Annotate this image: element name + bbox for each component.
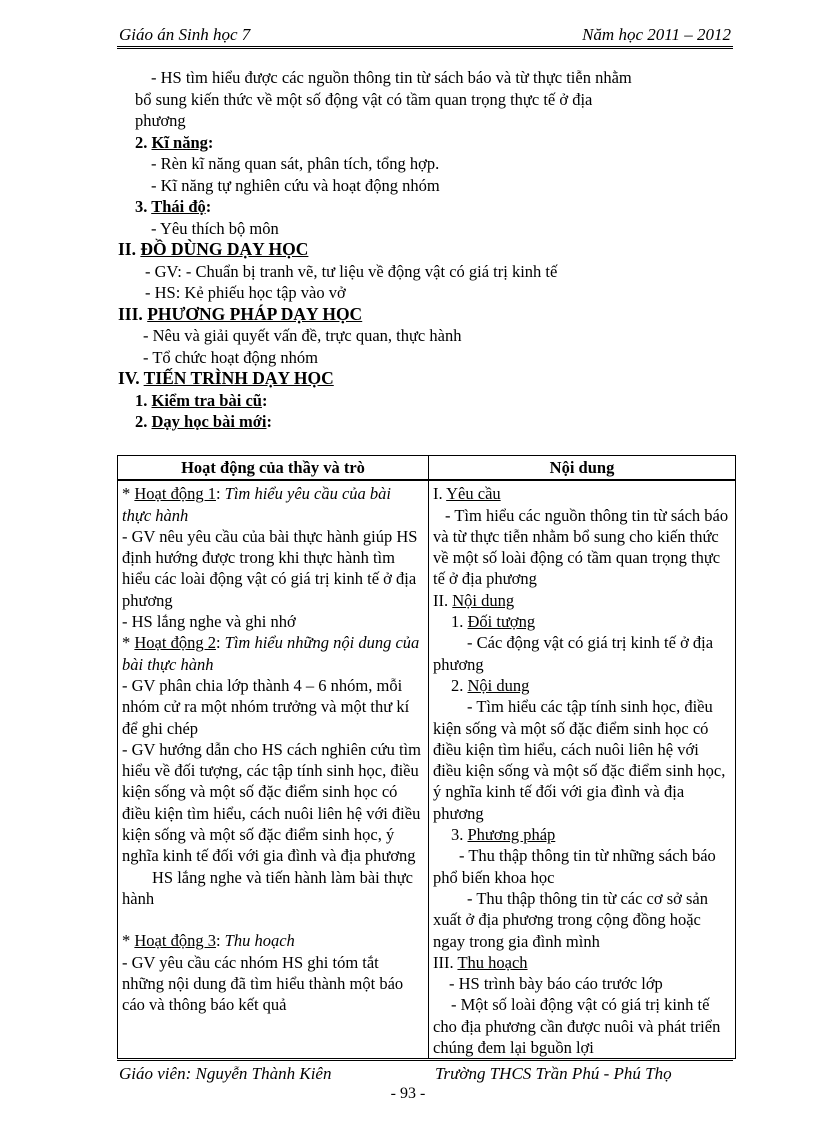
page-header: [117, 24, 733, 49]
activity-3-title: Thu hoạch: [224, 931, 295, 951]
lesson-intro: [118, 67, 735, 433]
objective-line-2: bổ sung kiến thức về một số động vật có tầm quan trọng thực tế ở địa: [135, 89, 593, 109]
skills-item-2: - Kĩ năng tự nghiên cứu và hoạt động nhóm: [151, 175, 440, 195]
activity-2-title: Tìm hiểu những nội dung của bài thực hành: [122, 633, 420, 674]
step-1-title: Kiểm tra bài cũ: [151, 390, 262, 410]
section-4-number: IV.: [118, 368, 140, 388]
header-school-year: Năm học 2011 – 2012: [582, 25, 731, 44]
content-section-2-title: Nội dung: [452, 590, 515, 610]
attitude-item-1: - Yêu thích bộ môn: [151, 218, 279, 238]
section-3-item-2: - Tổ chức hoạt động nhóm: [143, 347, 318, 367]
section-2-title: ĐỒ DÙNG DẠY HỌC: [140, 239, 309, 259]
step-1-heading: [135, 390, 735, 412]
content-2-1-para: - Các động vật có giá trị kinh tế ở địa phương: [433, 633, 714, 674]
content-section-2-heading: [433, 590, 731, 611]
step-2-heading: [135, 411, 735, 433]
lesson-table: [117, 455, 736, 1059]
skills-item-1: - Rèn kĩ năng quan sát, phân tích, tổng hợp.: [151, 154, 440, 173]
blank-line: [122, 909, 424, 930]
section-3-heading: [118, 304, 735, 326]
footer-teacher: Giáo viên: Nguyễn Thành Kiên: [119, 1064, 332, 1083]
activity-2-heading: * Hoạt động 2: Tìm hiểu những nội dung của bài thực hành: [122, 633, 420, 674]
table-header-row: [118, 456, 736, 481]
activity-1-heading: * Hoạt động 1: Tìm hiểu yêu cầu của bài thực hành: [122, 484, 392, 525]
skills-heading: [135, 132, 735, 154]
activity-2-label: Hoạt động 2: [134, 633, 216, 653]
step-2-colon: :: [266, 412, 273, 431]
attitude-title: Thái độ: [151, 197, 206, 216]
skills-colon: :: [207, 132, 214, 152]
activity-2-para-3: HS lắng nghe và tiến hành làm bài thực hành: [122, 867, 413, 908]
step-2-number: 2.: [135, 412, 148, 431]
page-number: - 93 -: [390, 1085, 426, 1102]
content-cell: [429, 480, 736, 1059]
section-2-number: II.: [118, 239, 136, 259]
content-2-3-para-2: - Thu thập thông tin từ các cơ sở sản xuất ở địa phương trong cộng đồng hoặc ngay trong gia đình mình: [433, 888, 708, 951]
activity-1-title: Tìm hiểu yêu cầu của bài thực hành: [122, 484, 392, 525]
activity-2-para-1: - GV phân chia lớp thành 4 – 6 nhóm, mỗi nhóm cử ra một nhóm trưởng và một thư kí để ghi chép: [122, 675, 410, 738]
footer-school: Trường THCS Trần Phú - Phú Thọ: [435, 1064, 672, 1083]
content-2-3-number: 3.: [451, 825, 464, 845]
content-section-3-title: Thu hoạch: [457, 952, 528, 972]
table-row: [118, 480, 736, 1059]
header-subject: Giáo án Sinh học 7: [119, 25, 251, 44]
activity-3-para-1: - GV yêu cầu các nhóm HS ghi tóm tắt những nội dung đã tìm hiểu thành một báo cáo và thông báo kết quả: [122, 952, 404, 1015]
content-2-1-number: 1.: [451, 612, 464, 632]
attitude-number: 3.: [135, 197, 148, 216]
content-section-1-para: - Tìm hiểu các nguồn thông tin từ sách báo và từ thực tiễn nhằm bổ sung cho kiến thức về một số loài động có tầm quan trọng thực tế ở địa phương: [433, 505, 729, 589]
section-4-title: TIẾN TRÌNH DẠY HỌC: [143, 368, 334, 388]
skills-title: Kĩ năng: [151, 132, 208, 152]
section-2-item-2: - HS: Kẻ phiếu học tập vào vở: [145, 283, 346, 302]
content-section-3-number: III.: [433, 952, 454, 972]
step-1-colon: :: [261, 390, 268, 410]
section-2-item-1: - GV: - Chuẩn bị tranh vẽ, tư liệu về động vật có giá trị kinh tế: [145, 261, 558, 281]
activity-1-para-1: - GV nêu yêu cầu của bài thực hành giúp HS định hướng được trong khi thực hành tìm hiểu các loài động vật có giá trị kinh tế ở địa phương: [122, 526, 418, 610]
step-2-title: Dạy học bài mới: [151, 412, 267, 431]
content-section-1-number: I.: [433, 484, 443, 504]
content-2-3-title: Phương pháp: [467, 825, 556, 845]
content-2-3-heading: [433, 824, 731, 845]
skills-number: 2.: [135, 132, 148, 152]
content-2-1-heading: [433, 611, 731, 632]
page-footer: [117, 1058, 733, 1087]
content-2-2-number: 2.: [451, 675, 464, 695]
step-1-number: 1.: [135, 390, 148, 410]
content-section-3-para-2: - Một số loài động vật có giá trị kinh tế cho địa phương cần được nuôi và phát triển chúng đem lại bguồn lợi: [433, 995, 721, 1058]
content-section-3-para-1: - HS trình bày báo cáo trước lớp: [449, 974, 663, 994]
activity-1-para-2: - HS lắng nghe và ghi nhớ: [122, 612, 296, 632]
content-2-2-heading: [433, 675, 731, 696]
section-4-heading: [118, 368, 735, 390]
content-section-1-heading: [433, 483, 731, 504]
section-2-heading: [118, 239, 735, 261]
content-section-3-heading: [433, 952, 731, 973]
section-3-item-1: - Nêu và giải quyết vấn đề, trực quan, thực hành: [143, 326, 462, 345]
objective-line-3: phương: [135, 111, 186, 130]
content-2-3-para-1: - Thu thập thông tin từ những sách báo phổ biến khoa học: [433, 846, 716, 887]
attitude-heading: [135, 196, 735, 218]
activities-cell: [118, 480, 429, 1059]
activity-2-para-2: - GV hướng dẫn cho HS cách nghiên cứu tìm hiểu về đối tượng, các tập tính sinh học, điều kiện sống và một số đặc điểm sinh học có điều kiện tìm hiểu, cách nuôi liên hệ với điều kiện sống và một số đặc điểm sinh học, ý nghĩa kinh tế đối với gia đình và địa phương: [122, 739, 421, 866]
content-2-2-para: - Tìm hiểu các tập tính sinh học, điều kiện sống và một số đặc điểm sinh học có điều kiện tìm hiểu, cách nuôi liên hệ với điều kiện sống và một số đặc điểm sinh học, ý nghĩa kinh tế đối với gia đình và địa phương: [433, 697, 726, 823]
content-2-2-title: Nội dung: [467, 675, 530, 695]
attitude-colon: :: [205, 197, 212, 216]
objective-line-1: - HS tìm hiểu được các nguồn thông tin từ sách báo và từ thực tiễn nhằm: [151, 68, 632, 87]
activity-1-label: Hoạt động 1: [134, 484, 216, 504]
col-content-header: Nội dung: [429, 456, 736, 481]
col-teacher-student-header: Hoạt động của thầy và trò: [118, 456, 429, 481]
activity-3-label: Hoạt động 3: [134, 931, 216, 951]
content-section-2-number: II.: [433, 590, 449, 610]
activity-3-heading: * Hoạt động 3: Thu hoạch: [122, 931, 295, 951]
section-3-title: PHƯƠNG PHÁP DẠY HỌC: [147, 303, 363, 324]
content-section-1-title: Yêu cầu: [446, 484, 501, 504]
section-3-number: III.: [118, 303, 143, 324]
content-2-1-title: Đối tượng: [467, 612, 536, 632]
